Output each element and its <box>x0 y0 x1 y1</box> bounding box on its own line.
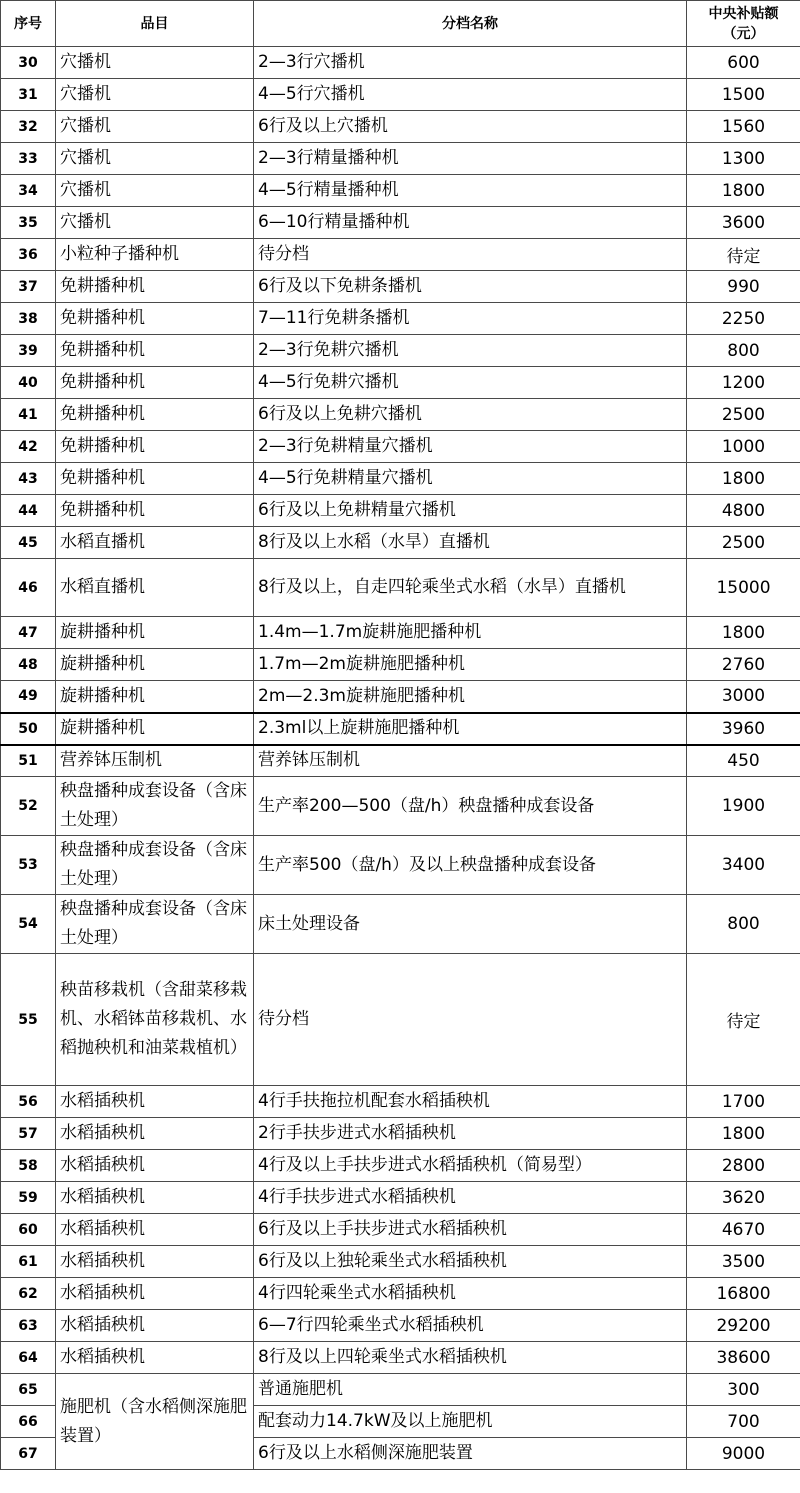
cell-item: 水稻直播机 <box>56 527 254 559</box>
cell-name: 待分档 <box>254 239 687 271</box>
cell-name: 6行及以上穴播机 <box>254 111 687 143</box>
cell-item: 水稻插秧机 <box>56 1246 254 1278</box>
cell-no: 37 <box>1 271 56 303</box>
cell-amount: 450 <box>687 745 800 777</box>
cell-no: 35 <box>1 207 56 239</box>
cell-name: 4—5行穴播机 <box>254 79 687 111</box>
table-row <box>1 239 800 271</box>
cell-no: 34 <box>1 175 56 207</box>
cell-no: 47 <box>1 617 56 649</box>
cell-name: 6行及以上免耕精量穴播机 <box>254 495 687 527</box>
cell-item: 免耕播种机 <box>56 271 254 303</box>
cell-name: 2m—2.3m旋耕施肥播种机 <box>254 681 687 713</box>
cell-amount: 2500 <box>687 527 800 559</box>
cell-name: 6行及以上手扶步进式水稻插秧机 <box>254 1214 687 1246</box>
table-row <box>1 303 800 335</box>
cell-amount: 3000 <box>687 681 800 713</box>
cell-name: 1.7m—2m旋耕施肥播种机 <box>254 649 687 681</box>
cell-no: 30 <box>1 47 56 79</box>
cell-name: 生产率500（盘/h）及以上秧盘播种成套设备 <box>254 836 687 895</box>
cell-item: 秧盘播种成套设备（含床土处理） <box>56 836 254 895</box>
cell-amount: 1800 <box>687 1118 800 1150</box>
cell-no: 46 <box>1 559 56 617</box>
cell-name: 2—3行穴播机 <box>254 47 687 79</box>
cell-name: 床土处理设备 <box>254 895 687 954</box>
cell-amount: 300 <box>687 1374 800 1406</box>
cell-name: 配套动力14.7kW及以上施肥机 <box>254 1406 687 1438</box>
cell-amount: 3600 <box>687 207 800 239</box>
table-row <box>1 617 800 649</box>
cell-no: 39 <box>1 335 56 367</box>
table-row <box>1 1310 800 1342</box>
cell-no: 65 <box>1 1374 56 1406</box>
table-row <box>1 954 800 1086</box>
cell-name: 2—3行精量播种机 <box>254 143 687 175</box>
table-row <box>1 1214 800 1246</box>
table-row <box>1 836 800 895</box>
cell-name: 4行手扶拖拉机配套水稻插秧机 <box>254 1086 687 1118</box>
table-row <box>1 1118 800 1150</box>
cell-item: 免耕播种机 <box>56 303 254 335</box>
cell-item: 免耕播种机 <box>56 335 254 367</box>
cell-no: 49 <box>1 681 56 713</box>
cell-no: 51 <box>1 745 56 777</box>
cell-amount: 3400 <box>687 836 800 895</box>
cell-no: 63 <box>1 1310 56 1342</box>
table-row <box>1 1374 800 1406</box>
cell-amount: 16800 <box>687 1278 800 1310</box>
cell-item: 免耕播种机 <box>56 431 254 463</box>
table-row <box>1 1086 800 1118</box>
cell-item: 施肥机（含水稻侧深施肥装置） <box>56 1374 254 1470</box>
cell-name: 生产率200—500（盘/h）秧盘播种成套设备 <box>254 777 687 836</box>
table-row <box>1 745 800 777</box>
cell-amount: 1800 <box>687 175 800 207</box>
cell-no: 42 <box>1 431 56 463</box>
cell-amount: 800 <box>687 895 800 954</box>
cell-amount: 800 <box>687 335 800 367</box>
cell-amount: 待定 <box>687 239 800 271</box>
cell-item: 穴播机 <box>56 207 254 239</box>
cell-amount: 4800 <box>687 495 800 527</box>
cell-name: 4—5行精量播种机 <box>254 175 687 207</box>
cell-no: 44 <box>1 495 56 527</box>
cell-item: 水稻插秧机 <box>56 1086 254 1118</box>
cell-amount: 1300 <box>687 143 800 175</box>
table-row <box>1 1278 800 1310</box>
cell-amount: 15000 <box>687 559 800 617</box>
cell-amount: 4670 <box>687 1214 800 1246</box>
cell-item: 免耕播种机 <box>56 463 254 495</box>
table-row <box>1 681 800 713</box>
table-row <box>1 399 800 431</box>
cell-name: 普通施肥机 <box>254 1374 687 1406</box>
cell-item: 旋耕播种机 <box>56 713 254 745</box>
cell-no: 31 <box>1 79 56 111</box>
table-row <box>1 559 800 617</box>
table-row <box>1 1182 800 1214</box>
cell-amount: 3500 <box>687 1246 800 1278</box>
cell-name: 2—3行免耕精量穴播机 <box>254 431 687 463</box>
header-amount <box>687 1 800 47</box>
table-row <box>1 649 800 681</box>
cell-no: 54 <box>1 895 56 954</box>
table-row <box>1 207 800 239</box>
cell-amount: 2760 <box>687 649 800 681</box>
header-item: 品目 <box>56 1 254 47</box>
cell-amount: 1700 <box>687 1086 800 1118</box>
cell-item: 穴播机 <box>56 79 254 111</box>
cell-amount: 1800 <box>687 463 800 495</box>
table-row <box>1 431 800 463</box>
header-row <box>1 1 800 47</box>
cell-no: 48 <box>1 649 56 681</box>
table-row <box>1 175 800 207</box>
cell-item: 穴播机 <box>56 111 254 143</box>
cell-amount: 600 <box>687 47 800 79</box>
cell-item: 小粒种子播种机 <box>56 239 254 271</box>
cell-amount: 2800 <box>687 1150 800 1182</box>
cell-item: 水稻插秧机 <box>56 1150 254 1182</box>
table-row <box>1 335 800 367</box>
cell-no: 55 <box>1 954 56 1086</box>
cell-name: 待分档 <box>254 954 687 1086</box>
cell-no: 45 <box>1 527 56 559</box>
cell-amount: 9000 <box>687 1438 800 1470</box>
cell-name: 1.4m—1.7m旋耕施肥播种机 <box>254 617 687 649</box>
table-row <box>1 1342 800 1374</box>
cell-no: 64 <box>1 1342 56 1374</box>
table-row <box>1 463 800 495</box>
cell-amount: 2500 <box>687 399 800 431</box>
table-row <box>1 367 800 399</box>
cell-no: 60 <box>1 1214 56 1246</box>
cell-name: 8行及以上四轮乘坐式水稻插秧机 <box>254 1342 687 1374</box>
cell-item: 免耕播种机 <box>56 399 254 431</box>
cell-item: 秧盘播种成套设备（含床土处理） <box>56 895 254 954</box>
cell-no: 57 <box>1 1118 56 1150</box>
cell-item: 水稻插秧机 <box>56 1310 254 1342</box>
cell-amount: 1800 <box>687 617 800 649</box>
cell-item: 穴播机 <box>56 143 254 175</box>
cell-item: 免耕播种机 <box>56 495 254 527</box>
cell-name: 6行及以上免耕穴播机 <box>254 399 687 431</box>
cell-amount: 700 <box>687 1406 800 1438</box>
table-row <box>1 777 800 836</box>
table-row <box>1 47 800 79</box>
cell-name: 4行手扶步进式水稻插秧机 <box>254 1182 687 1214</box>
cell-item: 水稻插秧机 <box>56 1278 254 1310</box>
cell-no: 58 <box>1 1150 56 1182</box>
cell-item: 免耕播种机 <box>56 367 254 399</box>
cell-no: 66 <box>1 1406 56 1438</box>
table-row <box>1 111 800 143</box>
header-amount-line1: 中央补贴额 <box>708 5 779 22</box>
cell-name: 6—7行四轮乘坐式水稻插秧机 <box>254 1310 687 1342</box>
table-row <box>1 895 800 954</box>
cell-name: 营养钵压制机 <box>254 745 687 777</box>
cell-name: 6—10行精量播种机 <box>254 207 687 239</box>
cell-no: 56 <box>1 1086 56 1118</box>
cell-no: 36 <box>1 239 56 271</box>
cell-name: 7—11行免耕条播机 <box>254 303 687 335</box>
cell-name: 2行手扶步进式水稻插秧机 <box>254 1118 687 1150</box>
cell-item: 水稻插秧机 <box>56 1182 254 1214</box>
table-row <box>1 271 800 303</box>
cell-amount: 29200 <box>687 1310 800 1342</box>
cell-no: 61 <box>1 1246 56 1278</box>
cell-name: 4—5行免耕精量穴播机 <box>254 463 687 495</box>
cell-no: 32 <box>1 111 56 143</box>
cell-amount: 3620 <box>687 1182 800 1214</box>
header-no: 序号 <box>1 1 56 47</box>
cell-item: 旋耕播种机 <box>56 681 254 713</box>
cell-amount: 1000 <box>687 431 800 463</box>
cell-amount: 1900 <box>687 777 800 836</box>
cell-item: 秧苗移栽机（含甜菜移栽机、水稻钵苗移栽机、水稻抛秧机和油菜栽植机） <box>56 954 254 1086</box>
cell-name: 2—3行免耕穴播机 <box>254 335 687 367</box>
cell-name: 8行及以上，自走四轮乘坐式水稻（水旱）直播机 <box>254 559 687 617</box>
cell-amount: 2250 <box>687 303 800 335</box>
cell-item: 营养钵压制机 <box>56 745 254 777</box>
cell-name: 8行及以上水稻（水旱）直播机 <box>254 527 687 559</box>
cell-amount: 1560 <box>687 111 800 143</box>
cell-amount: 990 <box>687 271 800 303</box>
table-row <box>1 1150 800 1182</box>
cell-item: 水稻直播机 <box>56 559 254 617</box>
cell-no: 53 <box>1 836 56 895</box>
cell-no: 41 <box>1 399 56 431</box>
cell-item: 水稻插秧机 <box>56 1118 254 1150</box>
table-row <box>1 1246 800 1278</box>
cell-name: 4—5行免耕穴播机 <box>254 367 687 399</box>
cell-item: 水稻插秧机 <box>56 1214 254 1246</box>
cell-item: 穴播机 <box>56 175 254 207</box>
cell-no: 62 <box>1 1278 56 1310</box>
cell-no: 50 <box>1 713 56 745</box>
cell-no: 52 <box>1 777 56 836</box>
cell-name: 6行及以上独轮乘坐式水稻插秧机 <box>254 1246 687 1278</box>
table-row <box>1 143 800 175</box>
cell-amount: 1500 <box>687 79 800 111</box>
cell-item: 秧盘播种成套设备（含床土处理） <box>56 777 254 836</box>
cell-name: 6行及以上水稻侧深施肥装置 <box>254 1438 687 1470</box>
cell-name: 2.3ml以上旋耕施肥播种机 <box>254 713 687 745</box>
cell-item: 穴播机 <box>56 47 254 79</box>
cell-name: 6行及以下免耕条播机 <box>254 271 687 303</box>
cell-amount: 38600 <box>687 1342 800 1374</box>
cell-no: 59 <box>1 1182 56 1214</box>
cell-amount: 3960 <box>687 713 800 745</box>
table-row <box>1 713 800 745</box>
table-row <box>1 495 800 527</box>
header-name: 分档名称 <box>254 1 687 47</box>
table-row <box>1 79 800 111</box>
cell-item: 水稻插秧机 <box>56 1342 254 1374</box>
cell-no: 43 <box>1 463 56 495</box>
cell-name: 4行四轮乘坐式水稻插秧机 <box>254 1278 687 1310</box>
cell-name: 4行及以上手扶步进式水稻插秧机（简易型） <box>254 1150 687 1182</box>
cell-item: 旋耕播种机 <box>56 649 254 681</box>
cell-no: 40 <box>1 367 56 399</box>
header-amount-line2: （元） <box>722 25 765 42</box>
table-row <box>1 527 800 559</box>
cell-no: 38 <box>1 303 56 335</box>
cell-amount: 待定 <box>687 954 800 1086</box>
cell-no: 33 <box>1 143 56 175</box>
cell-amount: 1200 <box>687 367 800 399</box>
cell-item: 旋耕播种机 <box>56 617 254 649</box>
cell-no: 67 <box>1 1438 56 1470</box>
